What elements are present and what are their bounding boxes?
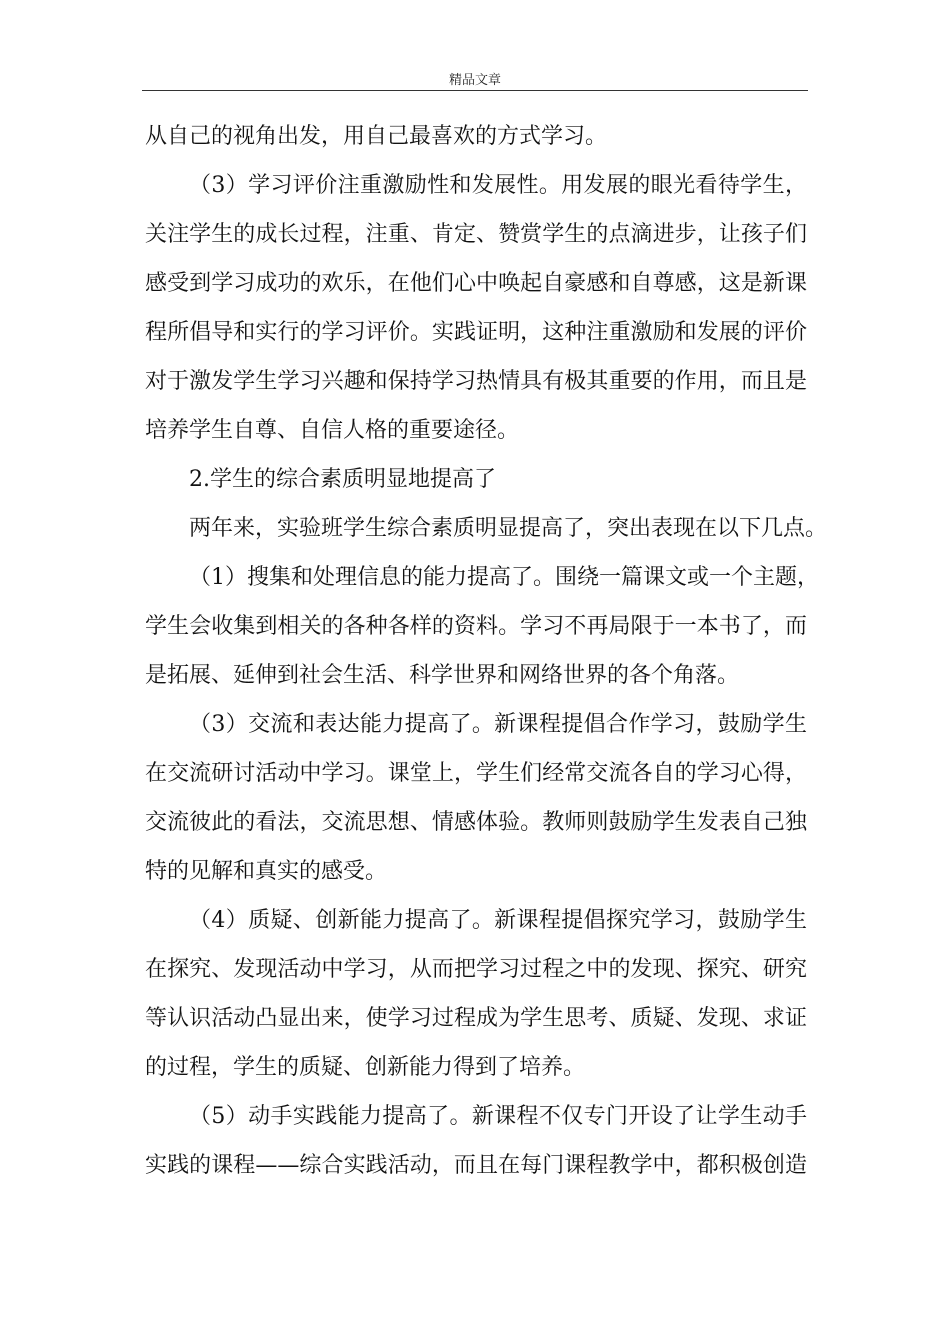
text-line: （5）动手实践能力提高了。新课程不仅专门开设了让学生动手 (189, 1104, 807, 1129)
text-line: 交流彼此的看法，交流思想、情感体验。教师则鼓励学生发表自己独 (145, 810, 807, 835)
page-header-title: 精品文章 (448, 73, 501, 88)
text-line: 培养学生自尊、自信人格的重要途径。 (145, 418, 520, 443)
text-line: 在探究、发现活动中学习，从而把学习过程之中的发现、探究、研究 (145, 957, 807, 982)
text-line: 实践的课程——综合实践活动，而且在每门课程教学中，都积极创造 (145, 1153, 807, 1178)
article-body (145, 112, 828, 1190)
text-line: 对于激发学生学习兴趣和保持学习热情具有极其重要的作用，而且是 (145, 369, 807, 394)
text-line: 特的见解和真实的感受。 (145, 859, 388, 884)
text-line: 在交流研讨活动中学习。课堂上，学生们经常交流各自的学习心得， (145, 761, 807, 786)
text-line: 学生会收集到相关的各种各样的资料。学习不再局限于一本书了，而 (145, 614, 807, 639)
text-line: 是拓展、延伸到社会生活、科学世界和网络世界的各个角落。 (145, 663, 740, 688)
text-line: 的过程，学生的质疑、创新能力得到了培养。 (145, 1055, 586, 1080)
text-line: 两年来，实验班学生综合素质明显提高了，突出表现在以下几点。 (189, 516, 828, 541)
text-line: （3）交流和表达能力提高了。新课程提倡合作学习，鼓励学生 (189, 712, 807, 737)
section-heading: 2.学生的综合素质明显地提高了 (189, 467, 496, 492)
text-line: 等认识活动凸显出来，使学习过程成为学生思考、质疑、发现、求证 (145, 1006, 807, 1031)
text-line: 程所倡导和实行的学习评价。实践证明，这种注重激励和发展的评价 (145, 320, 807, 345)
text-line: 关注学生的成长过程，注重、肯定、赞赏学生的点滴进步，让孩子们 (145, 222, 807, 247)
text-line: 从自己的视角出发，用自己最喜欢的方式学习。 (145, 124, 608, 149)
text-line: （4）质疑、创新能力提高了。新课程提倡探究学习，鼓励学生 (189, 908, 807, 933)
text-line: （3）学习评价注重激励性和发展性。用发展的眼光看待学生， (189, 173, 807, 198)
header-divider (142, 90, 808, 91)
text-line: 感受到学习成功的欢乐，在他们心中唤起自豪感和自尊感，这是新课 (145, 271, 807, 296)
text-line: （1）搜集和处理信息的能力提高了。围绕一篇课文或一个主题， (189, 565, 819, 590)
